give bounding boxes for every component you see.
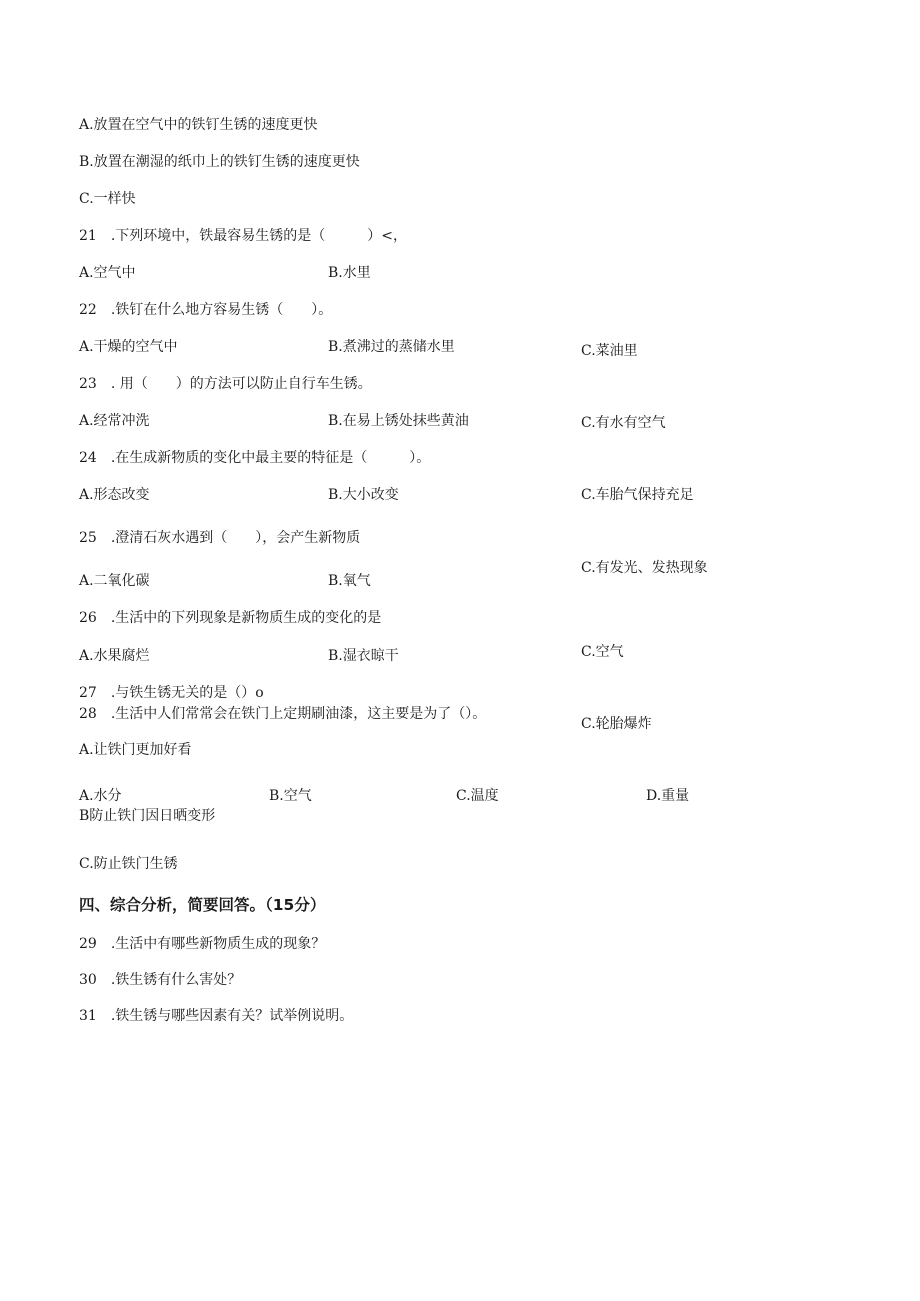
q20-option-c: C.一样快 <box>79 191 136 207</box>
question-24: 24 .在生成新物质的变化中最主要的特征是（ ）。 <box>79 450 431 466</box>
q25-option-c: C.有发光、发热现象 <box>581 560 708 576</box>
question-23: 23 . 用（ ）的方法可以防止自行车生锈。 <box>79 376 372 392</box>
q24-option-c: C.车胎气保持充足 <box>581 487 694 503</box>
q27-option-d: D.重量 <box>646 788 690 804</box>
q23-option-b: B.在易上锈处抹些黄油 <box>328 413 469 429</box>
question-30: 30 .铁生锈有什么害处？ <box>79 972 242 988</box>
q28-stray-option: C.轮胎爆炸 <box>581 716 652 732</box>
q26-option-a: A.水果腐烂 <box>79 648 150 664</box>
q23-option-a: A.经常冲洗 <box>79 413 150 429</box>
question-25: 25 .澄清石灰水遇到（ ），会产生新物质 <box>79 530 361 546</box>
q22-option-b: B.煮沸过的蒸储水里 <box>328 339 455 355</box>
q24-option-a: A.形态改变 <box>79 487 150 503</box>
q25-option-a: A.二氧化碳 <box>79 573 150 589</box>
q20-option-a: A.放置在空气中的铁钉生锈的速度更快 <box>79 117 318 133</box>
section-4-heading: 四、综合分析，简要回答。（15分） <box>79 896 326 914</box>
question-29: 29 .生活中有哪些新物质生成的现象？ <box>79 936 326 952</box>
q25-option-b: B.氧气 <box>328 573 371 589</box>
q22-option-a: A.干燥的空气中 <box>79 339 178 355</box>
q28-option-a: A.让铁门更加好看 <box>79 742 192 758</box>
q21-option-b: B.水里 <box>328 265 371 281</box>
q27-option-a: A.水分 <box>79 788 122 804</box>
question-31: 31 .铁生锈与哪些因素有关？试举例说明。 <box>79 1008 354 1024</box>
q22-option-c: C.菜油里 <box>581 343 638 359</box>
q24-option-b: B.大小改变 <box>328 487 399 503</box>
q27-option-b: B.空气 <box>269 788 312 804</box>
q28-option-b: B防止铁门因日晒变形 <box>79 808 216 824</box>
question-22: 22 .铁钉在什么地方容易生锈（ ）。 <box>79 302 333 318</box>
q26-option-b: B.湿衣晾干 <box>328 648 399 664</box>
q26-option-c: C.空气 <box>581 644 624 660</box>
question-21: 21 .下列环境中，铁最容易生锈的是（ ）<， <box>79 228 407 244</box>
q27-option-c: C.温度 <box>456 788 499 804</box>
q23-option-c: C.有水有空气 <box>581 415 666 431</box>
question-27: 27 .与铁生锈无关的是（）o <box>79 685 264 701</box>
q21-option-a: A.空气中 <box>79 265 136 281</box>
q20-option-b: B.放置在潮湿的纸巾上的铁钉生锈的速度更快 <box>79 154 360 170</box>
q28-option-c: C.防止铁门生锈 <box>79 856 178 872</box>
question-28: 28 .生活中人们常常会在铁门上定期刷油漆，这主要是为了（）。 <box>79 706 487 722</box>
question-26: 26 .生活中的下列现象是新物质生成的变化的是 <box>79 610 382 626</box>
